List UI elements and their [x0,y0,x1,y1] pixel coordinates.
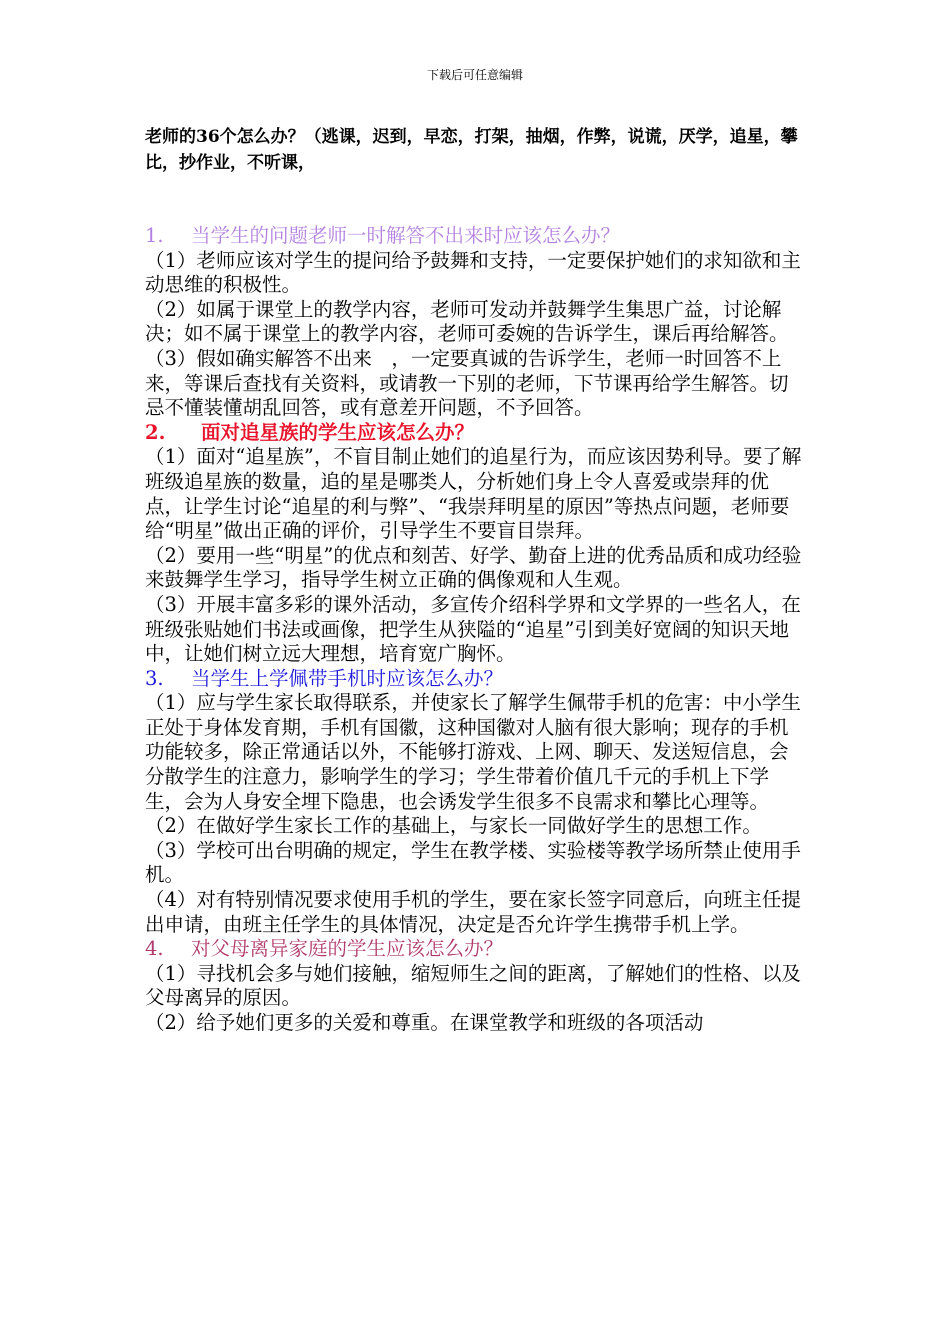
paragraph: （2）给予她们更多的关爱和尊重。在课堂教学和班级的各项活动 [145,1011,704,1034]
section-3 [145,667,807,938]
section-title: 当学生的问题老师一时解答不出来时应该怎么办？ [191,224,621,247]
section-heading [145,421,807,446]
paragraph: （3）开展丰富多彩的课外活动，多宣传介绍科学界和文学界的一些名人，在班级张贴她们书法或画像，把学生从狭隘的“追星”引到美好宽阔的知识天地中，让她们树立远大理想，培育宽广胸怀。 [145,592,801,666]
section-number: 3. [145,666,164,690]
paragraph: （1）寻找机会多与她们接触，缩短师生之间的距离，了解她们的性格、以及父母离异的原因。 [145,961,801,1010]
section-title: 对父母离异家庭的学生应该怎么办？ [191,937,504,961]
section-heading [145,667,807,692]
paragraph: （2）如属于课堂上的教学内容，老师可发动并鼓舞学生集思广益，讨论解决；如不属于课堂上的教学内容，老师可委婉的告诉学生，课后再给解答。 [145,297,789,346]
section-1 [145,224,807,421]
section-number: 1. [145,224,164,247]
paragraph: （1）老师应该对学生的提问给予鼓舞和支持，一定要保护她们的求知欲和主动思维的积极性。 [145,248,801,297]
paragraph: （3）学校可出台明确的规定，学生在教学楼、实验楼等教学场所禁止使用手机。 [145,838,801,887]
intro-text: 老师的36个怎么办？（逃课，迟到，早恋，打架，抽烟，作弊，说谎，厌学，追星，攀比，抄作业，不听课， [145,127,798,173]
paragraph: （1）面对“追星族”，不盲目制止她们的追星行为，而应该因势利导。要了解班级追星族的数量，追的星是哪类人，分析她们身上令人喜爱或崇拜的优点，让学生讨论“追星的利与弊”、“我崇拜明星的原因”等热点问题，老师要给“明星”做出正确的评价，引导学生不要盲目崇拜。 [145,445,802,543]
paragraph: （4）对有特别情况要求使用手机的学生，要在家长签字同意后，向班主任提出申请，由班主任学生的具体情况，决定是否允许学生携带手机上学。 [145,888,801,936]
section-heading [145,937,807,962]
section-2 [145,421,807,667]
section-heading [145,224,807,249]
document-body [145,224,807,1036]
section-number: 2. [145,420,166,444]
paragraph: （3）假如确实解答不出来 ，一定要真诚的告诉学生，老师一时回答不上来，等课后查找有关资料，或请教一下别的老师，下节课再给学生解答。切忌不懂装懂胡乱回答，或有意差开问题，不予回答。 [145,346,789,420]
section-title: 当学生上学佩带手机时应该怎么办？ [191,666,504,690]
paragraph: （2）在做好学生家长工作的基础上，与家长一同做好学生的思想工作。 [145,814,762,838]
page-header: 下载后可任意编辑 [426,68,523,82]
paragraph: （2）要用一些“明星”的优点和刻苦、好学、勤奋上进的优秀品质和成功经验来鼓舞学生学习，指导学生树立正确的偶像观和人生观。 [145,543,802,592]
section-4 [145,937,807,1035]
section-number: 4. [145,937,164,961]
paragraph: （1）应与学生家长取得联系，并使家长了解学生佩带手机的危害：中小学生正处于身体发育期，手机有国徽，这种国徽对人脑有很大影响；现存的手机功能较多，除正常通话以外，不能够打游戏、上网、聊天、发送短信息，会分散学生的注意力，影响学生的学习；学生带着价值几千元的手机上下学生，会为人身安全埋下隐患，也会诱发学生很多不良需求和攀比心理等。 [145,691,801,813]
section-title: 面对追星族的学生应该怎么办？ [201,420,475,444]
